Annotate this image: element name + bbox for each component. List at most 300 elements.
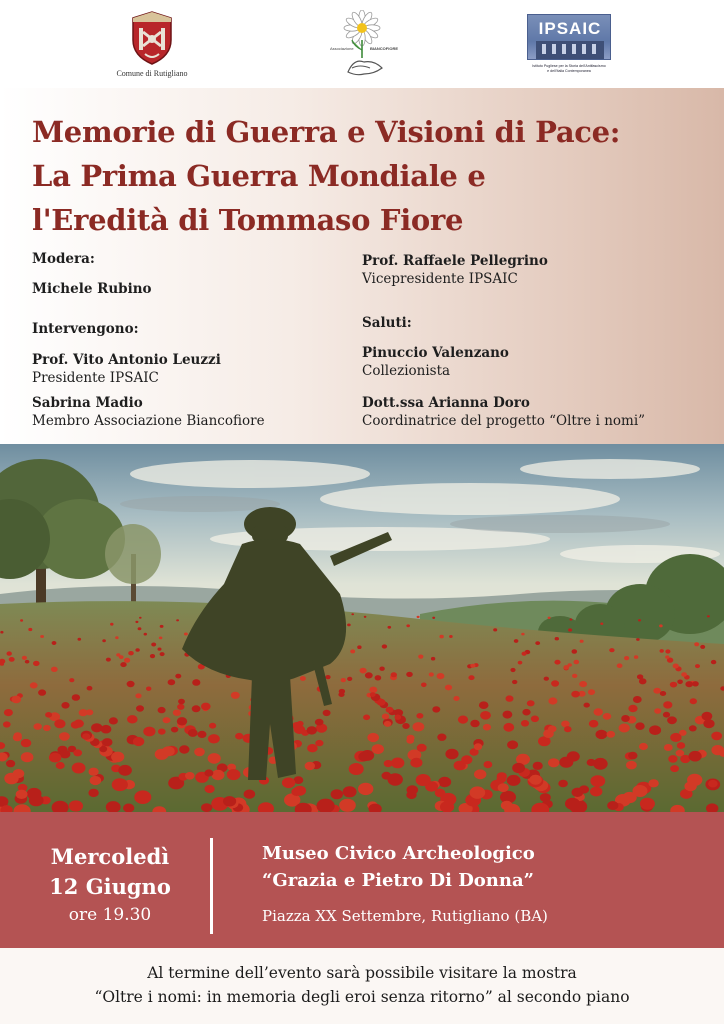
- poppy: [406, 624, 410, 627]
- poppy: [681, 672, 687, 677]
- poppy: [177, 704, 184, 710]
- poppy: [49, 753, 61, 763]
- poppy: [417, 744, 427, 752]
- greeting-item: [362, 344, 509, 380]
- poppy: [59, 732, 70, 741]
- vicepresident-item: [362, 252, 548, 288]
- poppy: [307, 744, 318, 752]
- poppy: [544, 677, 549, 681]
- poppy: [507, 740, 518, 749]
- speakers-label: Intervengono:: [32, 321, 139, 337]
- poppy: [9, 657, 15, 662]
- poppy: [439, 635, 443, 639]
- poppy: [22, 656, 27, 660]
- poppy: [20, 619, 23, 621]
- poppy: [73, 749, 82, 756]
- poppy: [640, 798, 655, 810]
- poppy: [115, 636, 118, 639]
- poppy: [568, 628, 572, 631]
- poppy: [663, 712, 670, 718]
- poppy: [388, 626, 392, 629]
- poppy: [633, 785, 648, 797]
- poppy: [670, 682, 677, 688]
- poppy: [78, 638, 82, 641]
- poppy: [461, 755, 472, 764]
- poppy: [382, 644, 387, 648]
- poppy: [574, 660, 580, 665]
- poppy: [711, 660, 716, 664]
- poppy: [212, 770, 225, 780]
- title-line-2: La Prima Guerra Mondiale e: [32, 159, 486, 193]
- poppy: [231, 692, 240, 699]
- poppy: [30, 682, 38, 688]
- poppy: [160, 652, 165, 656]
- poppy: [677, 742, 685, 749]
- poppy: [639, 743, 648, 750]
- poppy: [594, 708, 603, 716]
- poppy: [677, 680, 683, 685]
- event-day: Mercoledì: [50, 844, 170, 869]
- poppy: [540, 793, 551, 802]
- footer-note: [0, 948, 724, 1024]
- poppy: [72, 694, 80, 701]
- poppy: [438, 777, 451, 787]
- poppy: [379, 667, 384, 671]
- poppy: [626, 761, 637, 770]
- poppy: [689, 725, 697, 731]
- poppy: [634, 655, 638, 659]
- speaker-role: Vicepresidente IPSAIC: [362, 271, 518, 287]
- poppy: [192, 679, 200, 686]
- poppy: [136, 705, 144, 711]
- poppy: [588, 689, 595, 695]
- poppy: [660, 691, 666, 696]
- poppy: [432, 706, 440, 712]
- poppy: [82, 733, 90, 740]
- poppy: [188, 729, 198, 737]
- poppy: [565, 798, 580, 810]
- event-date-block: [20, 842, 200, 928]
- poppy: [227, 769, 241, 780]
- greetings-label: Saluti:: [362, 315, 412, 331]
- poppy: [707, 615, 710, 617]
- poppy: [112, 778, 128, 791]
- poppy: [468, 675, 474, 680]
- poppy: [127, 681, 135, 687]
- poppy: [163, 717, 171, 723]
- greeting-role: Collezionista: [362, 363, 451, 379]
- poppy: [72, 763, 86, 774]
- poppy: [124, 658, 130, 663]
- poppy: [16, 790, 28, 799]
- poppy: [382, 772, 392, 780]
- poppy: [512, 680, 517, 684]
- poppy: [87, 686, 93, 691]
- poppy: [192, 705, 201, 712]
- poppy: [607, 731, 616, 738]
- biancofiore-word-associazione: Associazione: [330, 46, 354, 51]
- poppy: [480, 711, 491, 720]
- poppy: [158, 648, 162, 651]
- poppy: [690, 698, 697, 704]
- event-title: [32, 110, 692, 242]
- poppy: [307, 726, 317, 734]
- poppy: [235, 733, 243, 740]
- poppy: [617, 663, 623, 668]
- poppy: [116, 653, 120, 656]
- poppy: [315, 719, 324, 726]
- poppy: [395, 715, 402, 720]
- poppy: [702, 712, 713, 721]
- poppy: [633, 696, 642, 703]
- poppy: [535, 641, 540, 645]
- poppy: [512, 763, 525, 773]
- speaker-role: Membro Associazione Biancofiore: [32, 413, 265, 429]
- speaker-item: [32, 351, 221, 387]
- poppy: [391, 672, 397, 677]
- poppy: [179, 745, 189, 753]
- poppy: [204, 769, 213, 776]
- poppy: [101, 725, 112, 734]
- poppy: [570, 618, 573, 620]
- speaker-name: Sabrina Madio: [32, 395, 143, 411]
- poppy: [609, 648, 614, 652]
- event-time: ore 19.30: [68, 905, 152, 925]
- poppy: [580, 640, 584, 643]
- poppy: [350, 649, 355, 653]
- poppy: [437, 673, 445, 679]
- greeting-role: Coordinatrice del progetto “Oltre i nomi”: [362, 413, 646, 429]
- poppy: [555, 637, 559, 640]
- poppy: [667, 716, 677, 724]
- poppy: [315, 740, 323, 746]
- poppy: [548, 697, 557, 704]
- poppy: [579, 681, 587, 687]
- poppy: [110, 623, 113, 626]
- poppy: [692, 681, 699, 686]
- poppy: [653, 688, 661, 694]
- poppy: [367, 733, 379, 742]
- poppy: [417, 616, 420, 618]
- poppy: [689, 751, 702, 762]
- event-date: 12 Giugno: [49, 874, 171, 899]
- poppy: [365, 672, 373, 678]
- poppy: [305, 762, 315, 770]
- poppy: [135, 621, 138, 623]
- poppy: [522, 652, 527, 656]
- poppy: [386, 707, 394, 713]
- poppy: [158, 707, 166, 713]
- ipsaic-subtitle-line2: e dell'Italia Contemporanea: [547, 69, 591, 73]
- poppy: [150, 654, 155, 658]
- coat-of-arms-icon: [129, 10, 175, 66]
- poppy: [437, 734, 446, 741]
- poppy: [458, 716, 468, 724]
- moderator-block: [32, 250, 95, 268]
- poppy: [198, 731, 207, 738]
- poppy: [201, 703, 211, 711]
- poppy-field-painting: [0, 444, 724, 812]
- poppy: [133, 737, 144, 746]
- speakers-label-block: [32, 320, 139, 338]
- poppy: [548, 617, 551, 619]
- poppy: [391, 758, 404, 769]
- poppy: [11, 696, 21, 704]
- poppy: [160, 625, 164, 628]
- poppy: [134, 790, 151, 804]
- poppy: [670, 733, 681, 742]
- poppy: [449, 635, 453, 638]
- poppy: [138, 627, 142, 630]
- poppy: [406, 672, 413, 677]
- greeting-item: [362, 394, 645, 430]
- poppy: [406, 738, 414, 744]
- poppy: [175, 674, 181, 679]
- poppy: [432, 617, 435, 619]
- poppy: [384, 721, 391, 727]
- poppy: [621, 715, 630, 722]
- poppy: [109, 717, 118, 724]
- poppy: [208, 734, 220, 743]
- poppy: [659, 624, 663, 627]
- poppy: [521, 720, 529, 727]
- poppy: [29, 795, 44, 807]
- poppy: [102, 639, 106, 642]
- poppy: [639, 678, 647, 684]
- poppy: [413, 722, 425, 731]
- poppy: [685, 681, 693, 687]
- venue-dedication: “Grazia e Pietro Di Donna”: [262, 870, 534, 891]
- poppy: [135, 693, 141, 698]
- poppy: [572, 649, 578, 654]
- poppy: [551, 680, 559, 686]
- poppy: [563, 665, 569, 670]
- venue-address: Piazza XX Settembre, Rutigliano (BA): [262, 907, 548, 925]
- poppy: [357, 645, 361, 649]
- poppy: [177, 717, 187, 725]
- poppy: [600, 623, 603, 625]
- poppy: [668, 755, 677, 763]
- poppy: [470, 664, 475, 668]
- poppy: [474, 769, 486, 779]
- poppy: [607, 801, 618, 810]
- poppy: [323, 710, 331, 716]
- ipsaic-subtitle: [527, 64, 611, 74]
- venue-block: [262, 840, 702, 927]
- poppy: [144, 633, 147, 636]
- poppy: [34, 723, 42, 730]
- poppy: [168, 679, 176, 685]
- poppy: [700, 645, 705, 649]
- ipsaic-subtitle-line1: Istituto Pugliese per la Storia dell'Antifascismo: [532, 64, 606, 68]
- footer-line-2: “Oltre i nomi: in memoria degli eroi senza ritorno” al secondo piano: [94, 988, 630, 1006]
- greeting-name: Pinuccio Valenzano: [362, 345, 509, 361]
- poppy: [205, 785, 215, 793]
- poppy: [596, 730, 608, 739]
- title-line-1: Memorie di Guerra e Visioni di Pace:: [32, 115, 621, 149]
- poppy: [185, 772, 195, 780]
- poppy: [282, 778, 295, 789]
- poppy: [143, 727, 155, 737]
- poppy: [127, 715, 138, 723]
- poppy: [184, 633, 188, 636]
- poppy: [416, 713, 423, 719]
- poppy: [493, 628, 497, 631]
- poppy: [663, 701, 672, 708]
- poppy: [670, 765, 679, 772]
- poppy: [527, 700, 535, 706]
- poppy: [325, 675, 330, 679]
- poppy: [531, 716, 539, 723]
- poppy: [603, 713, 612, 720]
- footer-line-1: Al termine dell’evento sarà possibile visitare la mostra: [147, 964, 577, 982]
- poppy: [369, 687, 377, 693]
- poppy: [51, 667, 58, 672]
- moderator-name-block: [32, 280, 152, 298]
- logo-header: [0, 0, 724, 88]
- poppy: [703, 719, 714, 728]
- poppy: [590, 775, 605, 787]
- event-info-band: [0, 812, 724, 948]
- poppy: [567, 751, 580, 761]
- poppy: [61, 702, 69, 709]
- poppy: [660, 649, 664, 653]
- poppy: [572, 788, 584, 797]
- poppy: [178, 699, 185, 705]
- poppy: [522, 709, 530, 716]
- poppy: [6, 760, 15, 767]
- poppy: [638, 619, 641, 621]
- poppy: [665, 655, 669, 658]
- poppy: [139, 617, 142, 619]
- poppy: [363, 715, 370, 721]
- poppy: [564, 726, 572, 732]
- poppy: [664, 744, 673, 751]
- poppy: [521, 633, 524, 636]
- poppy: [453, 696, 459, 701]
- poppy: [45, 712, 52, 718]
- poppy: [40, 635, 44, 638]
- poppy: [548, 758, 559, 767]
- speaker-role: Presidente IPSAIC: [32, 370, 159, 386]
- greetings-label-block: [362, 314, 412, 332]
- poppy: [429, 672, 434, 676]
- poppy: [33, 661, 40, 666]
- poppy: [554, 660, 560, 665]
- poppy: [292, 722, 301, 729]
- poppy: [69, 678, 74, 682]
- speaker-name: Prof. Vito Antonio Leuzzi: [32, 352, 221, 368]
- poppy: [364, 616, 367, 618]
- comune-caption: Comune di Rutigliano: [116, 69, 188, 78]
- moderator-label: Modera:: [32, 251, 95, 267]
- poppy: [347, 677, 352, 681]
- poppy: [572, 674, 577, 678]
- poppy: [74, 720, 84, 728]
- painting-svg: [0, 444, 724, 812]
- poppy: [507, 775, 521, 786]
- poppy: [529, 775, 541, 785]
- poppy: [56, 762, 65, 769]
- poppy: [69, 800, 83, 811]
- poppy: [7, 651, 12, 655]
- poppy: [687, 774, 702, 786]
- poppy: [347, 624, 351, 627]
- poppy: [673, 664, 679, 669]
- poppy: [102, 738, 112, 746]
- poppy: [431, 657, 435, 661]
- poppy: [0, 631, 3, 634]
- poppy: [91, 723, 102, 732]
- poppy: [479, 701, 489, 709]
- poppy: [503, 723, 514, 732]
- poppy: [162, 746, 175, 756]
- poppy: [503, 711, 513, 719]
- poppy: [120, 662, 126, 667]
- poppy: [173, 710, 181, 716]
- title-line-3: l'Eredità di Tommaso Fiore: [32, 203, 464, 237]
- poppy: [498, 783, 509, 792]
- poppy: [194, 748, 205, 757]
- speaker-item: [32, 394, 265, 430]
- poppy: [201, 803, 212, 812]
- poppy: [636, 638, 640, 641]
- poppy: [151, 643, 156, 647]
- poppy: [584, 703, 590, 708]
- poppy: [106, 658, 111, 662]
- poppy: [171, 727, 178, 733]
- poppy: [510, 668, 515, 672]
- poppy: [589, 720, 599, 728]
- poppy: [418, 655, 423, 659]
- poppy: [708, 780, 718, 788]
- speaker-name: Prof. Raffaele Pellegrino: [362, 253, 548, 269]
- poppy: [4, 709, 13, 716]
- poppy: [21, 752, 34, 762]
- biancofiore-logo: [330, 10, 398, 82]
- poppy: [372, 744, 384, 754]
- poppy: [375, 675, 382, 680]
- poppy: [223, 796, 236, 806]
- poppy: [416, 774, 431, 786]
- poppy: [587, 759, 596, 766]
- poppy: [470, 720, 479, 727]
- poppy: [628, 752, 637, 760]
- poppy: [506, 695, 514, 701]
- poppy: [571, 691, 580, 698]
- poppy: [209, 723, 216, 729]
- poppy: [421, 683, 427, 688]
- poppy: [590, 787, 602, 797]
- poppy: [410, 758, 422, 768]
- poppy: [43, 725, 51, 731]
- poppy: [624, 656, 629, 660]
- poppy: [483, 724, 491, 731]
- poppy: [111, 752, 124, 763]
- poppy: [158, 729, 166, 735]
- poppy: [474, 743, 482, 750]
- greeting-name: Dott.ssa Arianna Doro: [362, 395, 530, 411]
- poppy: [89, 768, 99, 776]
- poppy: [358, 752, 370, 762]
- poppy: [208, 753, 221, 764]
- poppy: [13, 769, 25, 778]
- ipsaic-tile: [527, 14, 611, 60]
- poppy: [300, 676, 306, 681]
- poppy: [351, 613, 354, 615]
- poppy: [339, 799, 356, 812]
- poppy: [694, 642, 699, 646]
